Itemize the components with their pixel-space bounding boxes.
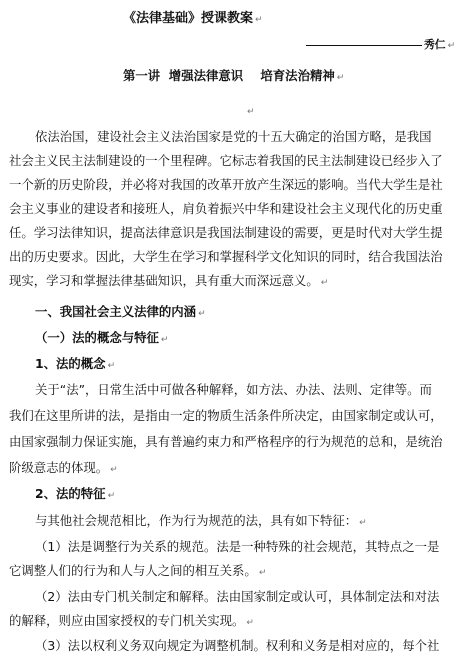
line-text: （2）法由专门机关制定和解释。法由国家制定或认可，具体制定法和对法 bbox=[35, 589, 440, 604]
return-mark-icon: ↵ bbox=[320, 278, 329, 288]
section-heading bbox=[35, 486, 115, 504]
return-mark-icon: ↵ bbox=[198, 309, 206, 319]
line-text: 的解释，则应由国家授权的专门机关实现。 bbox=[9, 613, 245, 628]
line-text: 1、法的概念 bbox=[35, 356, 106, 371]
lecture-title-text: 第一讲 增强法律意识 培育法治精神 bbox=[123, 68, 335, 83]
empty-paragraph bbox=[245, 102, 255, 120]
line-text: 出的历史要求。因此，大学生在学习和掌握科学文化知识的同时，结合我国法治 bbox=[9, 249, 443, 264]
dash-rule bbox=[306, 45, 422, 46]
body-line bbox=[9, 153, 443, 169]
return-mark-icon: ↵ bbox=[107, 361, 116, 371]
line-text: （1）法是调整行为关系的规范。法是一种特殊的社会规范，其特点之一是 bbox=[35, 539, 440, 554]
body-line bbox=[35, 638, 439, 654]
line-text: 会主义事业的建设者和接班人，肩负着振兴中华和建设社会主义现代化的历史重 bbox=[9, 201, 443, 216]
body-line bbox=[9, 249, 443, 265]
line-text: 与其他社会规范相比，作为行为规范的法，具有如下特征： bbox=[35, 513, 358, 528]
body-line bbox=[9, 177, 443, 193]
return-mark-icon: ↵ bbox=[246, 618, 254, 628]
return-mark-icon: ↵ bbox=[258, 568, 267, 578]
author-line bbox=[306, 37, 455, 54]
body-line bbox=[9, 434, 443, 450]
author-name: 秀仁 bbox=[424, 38, 446, 51]
line-text: 我们在这里所讲的法，是指由一定的物质生活条件所决定，由国家制定或认可， bbox=[9, 408, 443, 423]
line-text: 一、我国社会主义法律的内涵 bbox=[35, 304, 197, 319]
section-heading bbox=[35, 356, 115, 374]
return-mark-icon: ↵ bbox=[107, 491, 116, 501]
body-line bbox=[35, 513, 367, 531]
line-text: 关于“法”，日常生活中可做各种解释，如方法、办法、法则、定律等。而 bbox=[35, 382, 432, 397]
line-text: 依法治国，建设社会主义法治国家是党的十五大确定的治国方略，是我国 bbox=[35, 129, 432, 144]
return-mark-icon: ↵ bbox=[336, 73, 345, 83]
body-line bbox=[35, 589, 439, 605]
line-text: 任。学习法律知识，提高法律意识是我国法制建设的需要，更是时代对大学生提 bbox=[9, 225, 443, 240]
return-mark-icon: ↵ bbox=[255, 15, 263, 25]
return-mark-icon: ↵ bbox=[110, 465, 118, 475]
lecture-title bbox=[123, 68, 344, 86]
return-mark-icon: ↵ bbox=[160, 335, 169, 345]
body-line bbox=[35, 382, 432, 398]
body-line bbox=[9, 563, 266, 581]
line-text: 社会主义民主法制建设的一个里程碑。它标志着我国的民主法制建设已经步入了 bbox=[9, 153, 443, 168]
line-text: （一）法的概念与特征 bbox=[35, 330, 159, 345]
document-title-text: 《法律基础》授课教案 bbox=[123, 11, 254, 26]
return-mark-icon: ↵ bbox=[359, 518, 367, 528]
body-line bbox=[9, 408, 443, 424]
line-text: 它调整人们的行为和人与人之间的相互关系。 bbox=[9, 563, 257, 578]
section-heading bbox=[35, 330, 168, 348]
line-text: 由国家强制力保证实施，具有普遍约束力和严格程序的行为规范的总和，是统治 bbox=[9, 434, 443, 449]
line-text: 阶级意志的体现。 bbox=[9, 460, 109, 475]
return-mark-icon: ↵ bbox=[247, 107, 255, 117]
body-line bbox=[9, 273, 328, 291]
line-text: 现实，学习和掌握法律基础知识，具有重大而深远意义。 bbox=[9, 273, 319, 288]
line-text: 2、法的特征 bbox=[35, 486, 106, 501]
body-line bbox=[9, 460, 118, 478]
body-line bbox=[9, 201, 443, 217]
body-line bbox=[35, 539, 439, 555]
line-text: （3）法以权利义务双向规定为调整机制。权利和义务是相对应的，每个社 bbox=[35, 638, 440, 653]
body-line bbox=[9, 613, 254, 631]
body-line bbox=[9, 225, 443, 241]
section-heading bbox=[35, 304, 206, 322]
document-title bbox=[123, 11, 263, 28]
body-line bbox=[35, 129, 432, 145]
return-mark-icon: ↵ bbox=[447, 41, 456, 51]
line-text: 一个新的历史阶段，并必将对我国的改革开放产生深远的影响。当代大学生是社 bbox=[9, 177, 443, 192]
